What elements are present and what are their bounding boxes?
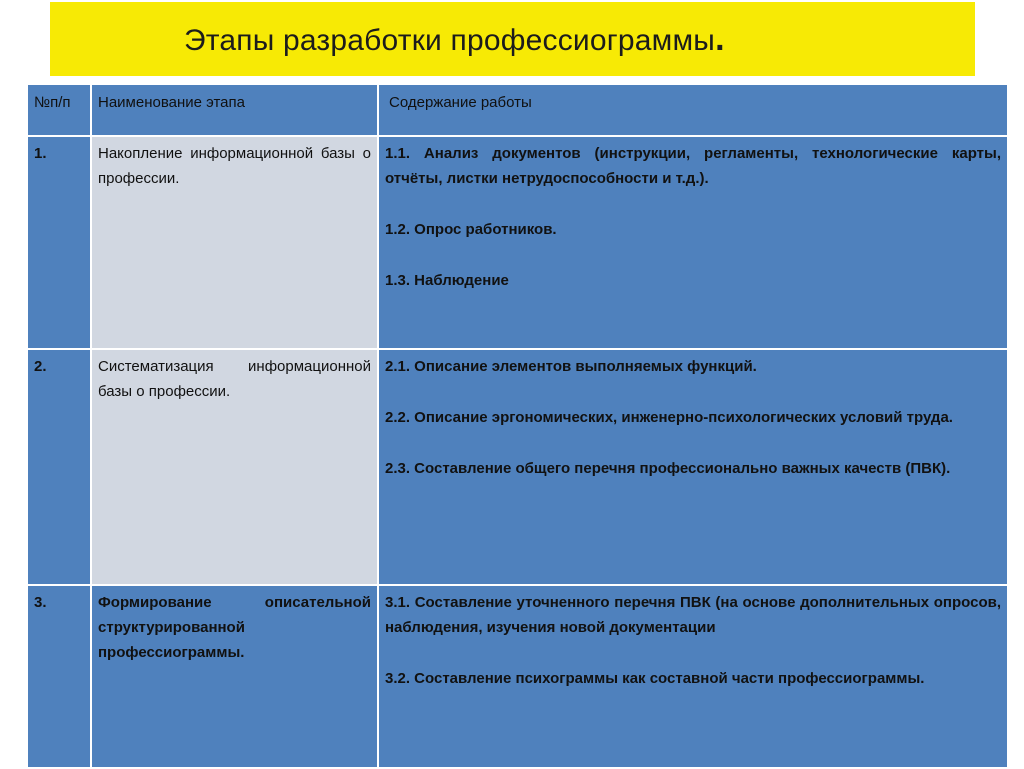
header-number: №п/п — [27, 84, 91, 136]
work-content-cell — [378, 585, 1008, 768]
table-row — [27, 585, 1008, 768]
header-work-content: Содержание работы — [378, 84, 1008, 136]
stage-name: Формирование описательной структурированной профессиограммы. — [98, 594, 371, 661]
row-number: 3. — [27, 585, 91, 768]
work-item: 3.2. Составление психограммы как составной части профессиограммы. — [385, 670, 925, 687]
table-row — [27, 349, 1008, 585]
work-item: 2.2. Описание эргономических, инженерно-психологических условий труда. — [385, 409, 953, 426]
title-banner — [50, 2, 975, 76]
table-row — [27, 136, 1008, 349]
work-content-cell — [378, 349, 1008, 585]
work-item: 2.3. Составление общего перечня профессионально важных качеств (ПВК). — [385, 460, 951, 477]
table-header-row — [27, 84, 1008, 136]
page-title: Этапы разработки профессиограммы. — [184, 19, 725, 58]
stage-name-cell — [91, 349, 378, 585]
header-stage-name: Наименование этапа — [91, 84, 378, 136]
work-item: 1.1. Анализ документов (инструкции, регламенты, технологические карты, отчёты, листки нетрудоспособности и т.д.). — [385, 145, 1001, 187]
title-dot: . — [715, 19, 725, 58]
work-content-cell — [378, 136, 1008, 349]
row-number: 2. — [27, 349, 91, 585]
work-item: 1.3. Наблюдение — [385, 272, 509, 289]
work-item: 1.2. Опрос работников. — [385, 221, 557, 238]
stage-name: Накопление информационной базы о профессии. — [98, 145, 371, 187]
row-number: 1. — [27, 136, 91, 349]
work-item: 3.1. Составление уточненного перечня ПВК (на основе дополнительных опросов, наблюдения, изучения новой документации — [385, 594, 1001, 636]
work-item: 2.1. Описание элементов выполняемых функций. — [385, 358, 757, 375]
stages-table — [26, 83, 1009, 769]
stage-name-cell — [91, 585, 378, 768]
stage-name: Систематизация информационной базы о профессии. — [98, 358, 371, 400]
stage-name-cell — [91, 136, 378, 349]
